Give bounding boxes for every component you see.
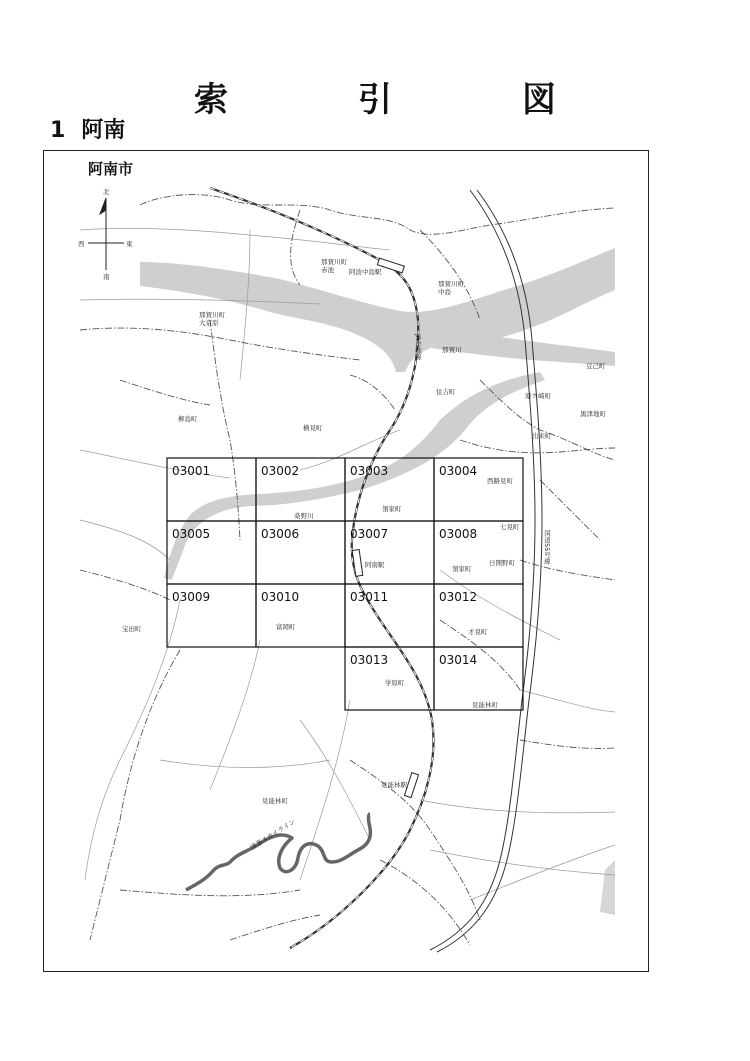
place-label: 原ケ崎町 xyxy=(525,392,551,400)
place-label: 才見町 xyxy=(468,628,488,636)
place-label: 赤池 xyxy=(321,266,334,274)
place-label: 津峯スカイライン xyxy=(248,817,297,852)
compass-north: 北 xyxy=(103,188,110,196)
grid-cell-id: 03002 xyxy=(261,464,300,478)
place-label: 見能林町 xyxy=(472,701,498,709)
grid-cell-id: 03003 xyxy=(350,464,389,478)
section-number: 1 xyxy=(50,118,66,143)
place-label: 那賀川 xyxy=(442,346,462,354)
place-label: 西路見町 xyxy=(487,477,513,485)
place-label: 桑野川 xyxy=(294,512,314,520)
grid-cell-id: 03012 xyxy=(439,590,478,604)
place-label: 日開野町 xyxy=(489,559,515,567)
grid-cell-id: 03004 xyxy=(439,464,478,478)
grid-cell-id: 03001 xyxy=(172,464,211,478)
place-label: 那賀川町 xyxy=(321,258,347,266)
place-label: 豆己町 xyxy=(586,362,606,370)
grid-cell-id: 03014 xyxy=(439,653,478,667)
place-label: 横見町 xyxy=(303,424,323,432)
grid-cell-id: 03010 xyxy=(261,590,300,604)
compass-east: 東 xyxy=(126,240,133,248)
page-title: 索 引 図 xyxy=(194,80,604,120)
place-label: 領家町 xyxy=(452,565,472,573)
place-label: 見能林駅 xyxy=(381,781,407,789)
grid-cell-id: 03009 xyxy=(172,590,211,604)
place-label: 出来町 xyxy=(532,432,552,440)
place-label: 大京原 xyxy=(199,319,219,327)
base-map xyxy=(80,185,615,952)
place-label: 住吉町 xyxy=(436,388,456,396)
section-name: 阿南 xyxy=(81,118,126,143)
grid-cell-id: 03011 xyxy=(350,590,389,604)
compass-south: 南 xyxy=(103,273,110,281)
place-label: 那賀川町 xyxy=(438,280,464,288)
city-name: 阿南市 xyxy=(88,160,134,178)
place-label: 黒津地町 xyxy=(580,410,606,418)
compass-west: 西 xyxy=(78,240,85,248)
place-label: 国道55号線 xyxy=(543,530,551,565)
place-label: 中島 xyxy=(438,288,451,296)
place-label: 阿波中島駅 xyxy=(349,268,382,276)
grid-cell-id: 03008 xyxy=(439,527,478,541)
place-label: 那賀川町 xyxy=(199,311,225,319)
grid-cell-id: 03007 xyxy=(350,527,389,541)
place-label: 領家町 xyxy=(382,505,402,513)
place-label: 阿南駅 xyxy=(365,561,385,569)
place-label: 見能林町 xyxy=(262,797,288,805)
place-label: 学原町 xyxy=(385,679,405,687)
grid-cell-id: 03006 xyxy=(261,527,300,541)
grid-cell-id: 03013 xyxy=(350,653,389,667)
grid-cell-id: 03005 xyxy=(172,527,211,541)
place-label: 宝田町 xyxy=(122,625,142,633)
place-label: 富岡町 xyxy=(276,623,296,631)
place-label: JR牟岐線 xyxy=(414,334,422,360)
place-label: 柳島町 xyxy=(178,415,198,423)
place-label: 七見町 xyxy=(500,523,520,531)
